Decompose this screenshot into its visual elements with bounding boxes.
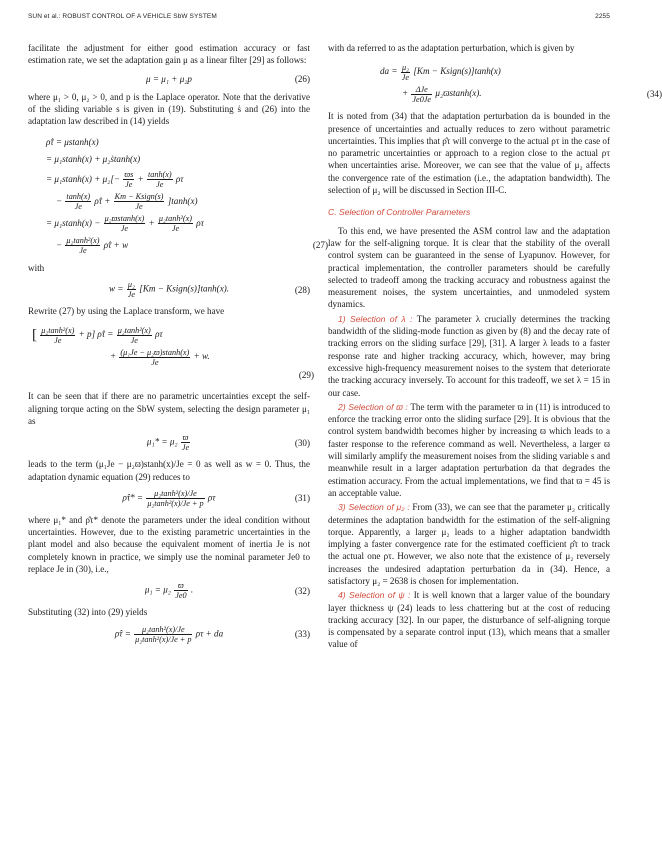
paragraph: facilitate the adjustment for either good estimation accuracy or fast estimation rate, we set the adaptation gain μ as a linear filter [29] as follows:: [28, 43, 310, 66]
equation-31: [28, 489, 310, 508]
paragraph: Rewrite (27) by using the Laplace transform, we have: [28, 306, 225, 317]
equation-line: [46, 168, 328, 190]
fraction: [114, 192, 165, 211]
denominator: Je: [125, 180, 133, 190]
term: [Km − Ksign(s)]tanh(x).: [139, 283, 230, 294]
term: ρ̂τ + w: [103, 239, 129, 250]
fraction: [65, 192, 91, 211]
denominator: μ₂tanh²(x)/Je + p: [135, 634, 192, 644]
equation-28: [28, 280, 310, 299]
term: ρτ + da: [195, 628, 224, 639]
numerator: μ₂tanh²(x): [158, 214, 192, 224]
fraction: [104, 214, 146, 233]
numerator: μ₂: [127, 280, 135, 290]
fraction: [147, 170, 173, 189]
numerator: μ₂tanh²(x): [41, 325, 75, 335]
subsection-heading: 3) Selection of μ₂ :: [338, 502, 410, 513]
denominator: Je: [401, 72, 410, 82]
paragraph: leads to the term (μ₁Je − μ₂ϖ)stanh(x)/Je = 0 as well as w = 0. Thus, the adaptation dynamic equation (29) reduces to: [28, 459, 310, 482]
denominator: Je: [130, 335, 138, 345]
equation-number: (32): [294, 585, 310, 596]
numerator: μ₂tanh²(x): [117, 325, 151, 335]
term: μ₁* = μ₂: [146, 436, 178, 447]
equation-number: (34): [646, 89, 662, 99]
fraction: [134, 625, 192, 644]
equation-number: (27): [312, 240, 328, 251]
equation-33: [28, 625, 310, 644]
numerator: (μ₁Je − μ₂ϖ)stanh(x): [120, 347, 190, 357]
equation-32: [28, 581, 310, 600]
denominator: Je: [156, 180, 164, 190]
fraction: [65, 236, 100, 255]
subsection-heading: 1) Selection of λ :: [338, 313, 413, 324]
term: = μ₁stanh(x) + μ₂[−: [46, 173, 121, 184]
equation-line: [46, 234, 328, 256]
term: +: [148, 217, 155, 228]
denominator: Je: [171, 224, 180, 234]
denominator: Je0: [175, 591, 187, 601]
fraction: [123, 170, 134, 189]
numerator: ΔJe: [411, 85, 432, 95]
term: ρ̂τ +: [94, 195, 111, 206]
numerator: Km − Ksign(s): [114, 192, 164, 202]
equation-34: [328, 60, 662, 104]
paragraph: [328, 401, 610, 499]
term: −: [56, 239, 63, 250]
paragraph-text: It is well known that a larger value of the boundary layer thickness ψ (24) leads to less chattering but at the cost of reducing tracking accuracy [32]. In our paper, the disturbance of self-aligning torque is compensated by a separate control input (13), which means that a smaller value of: [328, 590, 611, 650]
paragraph: where μ₁* and ρ̂τ* denote the parameters under the ideal condition without uncertainties. However, due to the existing parametric uncertainties in the plant model and also because the equivalent moment of inertia Je is not completely known in practice, we simply use the nominal parameter Je0 to replace Je in (30), i.e.,: [28, 514, 310, 575]
fraction: [40, 326, 75, 345]
paragraph-text: The parameter λ crucially determines the tracking bandwidth of the sliding-mode function as given by (8) and the decay rate of tracking errors on the sliding surface [29], [31]. A larger λ leads to a faster response rate and higher tracking accuracy, which, however, may bring excessive high-frequency measurement noises to the system that deteriorate the tracking accuracy inversely. To account for this tradeoff, we set λ = 15 in our case.: [328, 313, 610, 398]
equation-number: (29): [298, 370, 314, 381]
equation-number: (26): [294, 73, 310, 84]
equation-number: (31): [294, 493, 310, 504]
denominator: Je: [151, 357, 159, 367]
paragraph: Substituting (32) into (29) yields: [28, 607, 148, 618]
term: + w.: [193, 351, 210, 362]
term: [Km − Ksign(s)]tanh(x): [413, 66, 501, 77]
numerator: ϖ: [174, 581, 187, 591]
numerator: μ₂tanh²(x): [66, 236, 100, 246]
term: w =: [108, 283, 124, 294]
fraction: [146, 489, 204, 508]
equation-29: [28, 323, 314, 384]
paragraph: with: [28, 262, 45, 273]
term: = μ₁stanh(x) −: [46, 217, 101, 228]
denominator: Je: [127, 290, 135, 300]
equation-body: μ = μ₁ + μ₂p: [146, 73, 192, 84]
paragraph: where μ₁ > 0, μ₂ > 0, and p is the Laplace operator. Note that the derivative of the sliding variable s is given in (19). Substituting ṡ and (26) into the adaptation law described in (14) yields: [28, 91, 310, 127]
term: ρτ: [155, 329, 163, 340]
equation-27: [28, 134, 328, 256]
equation-number: (30): [294, 437, 310, 448]
denominator: Je: [181, 443, 190, 453]
term: ρτ: [175, 173, 184, 184]
term: ]tanh(x): [167, 195, 198, 206]
running-header: [28, 13, 610, 27]
term: +: [137, 173, 144, 184]
term: ρ̂τ =: [114, 628, 131, 639]
term: μ₁ = μ₂: [144, 584, 171, 595]
fraction: [158, 214, 193, 233]
fraction: [117, 326, 152, 345]
equation-line: [380, 82, 662, 104]
page-number: 2255: [595, 13, 610, 20]
equation-number: (28): [294, 284, 310, 295]
paragraph: It can be seen that if there are no parametric uncertainties except the self-aligning torque acting on the SbW system, selecting the design parameter μ₁ as: [28, 391, 310, 426]
denominator: Je: [135, 202, 143, 212]
denominator: Je: [120, 224, 129, 234]
term: +: [402, 88, 409, 99]
term: da =: [380, 66, 398, 77]
denominator: Je: [74, 202, 82, 212]
denominator: Je0Je: [412, 94, 432, 104]
fraction: [119, 348, 190, 367]
term: −: [56, 195, 63, 206]
equation-line: ρ̂̇τ = μstanh(x): [46, 136, 99, 147]
left-column: [28, 42, 328, 650]
right-column: [328, 42, 662, 653]
numerator: ϖs: [124, 170, 134, 180]
section-heading: C. Selection of Controller Parameters: [328, 207, 471, 218]
term: μ₂ϖstanh(x).: [435, 88, 482, 99]
equation-26: [28, 73, 310, 85]
paragraph: [328, 589, 610, 650]
equation-30: [28, 433, 310, 452]
fraction: [174, 581, 187, 600]
equation-number: (33): [294, 628, 310, 639]
numerator: μ₂: [401, 62, 409, 72]
paragraph: It is noted from (34) that the adaptation perturbation da is bounded in the presence of uncertainties and actually reduces to zero without parametric uncertainties. This implies that ρ̂τ will converge to the actual ρτ in the case of no parametric uncertainties or approach to a region close to the actual ρτ when uncertainties arise. Moreover, we can see that the value of μ₂ affects the convergence rate of the estimation (i.e., the adaptation bandwidth). The selection of μ₂ will be discussed in Section III-C.: [328, 111, 610, 196]
equation-line: [380, 60, 662, 82]
equation-line: [32, 345, 314, 367]
denominator: Je: [54, 335, 62, 345]
term: ρτ: [196, 217, 204, 228]
paragraph-text: From (33), we can see that the parameter μ₂ critically determines the adaptation bandwidth for the estimation of the self-aligning torque. Apparently, a larger μ₂ leads to a higher adaptation bandwidth implying a faster convergence rate for the estimated coefficient ρ̂τ to track the actual one ρτ. However, we also note that the existence of μ₂ reversely increases the undesired adaptation perturbation da in (34). Hence, a satisfactory μ₂ = 2638 is chosen for implementation.: [328, 502, 610, 586]
fraction: [127, 280, 136, 299]
numerator: tanh(x): [147, 170, 172, 180]
paragraph: To this end, we have presented the ASM control law and the adaptation law for the self-aligning torque. It is clear that the stability of the overall control system can be guaranteed in the sense of Lyapunov. However, for practical implementation, the controller parameters should be carefully selected to tradeoff among the tracking accuracy and robustness against the measurement noises, the system uncertainties, and unmodeled system dynamics.: [328, 225, 610, 310]
term: +: [110, 351, 117, 362]
term: ρτ: [207, 492, 216, 503]
term: ρ̂τ* =: [122, 492, 144, 503]
numerator: ϖ: [182, 433, 189, 443]
denominator: μ₂tanh²(x)/Je + p: [147, 498, 204, 508]
paragraph: with da referred to as the adaptation perturbation, which is given by: [328, 43, 575, 53]
numerator: μ₂tanh²(x)/Je: [146, 489, 204, 499]
term: + p] ρ̂τ =: [78, 329, 114, 340]
subsection-heading: 4) Selection of ψ :: [338, 590, 411, 601]
subsection-heading: 2) Selection of ϖ :: [338, 401, 408, 412]
header-title: SUN et al.: ROBUST CONTROL OF A VEHICLE SbW SYSTEM: [28, 13, 217, 20]
term: [: [32, 327, 37, 344]
equation-line: [46, 190, 328, 212]
fraction: [411, 85, 432, 104]
equation-line: [32, 323, 314, 345]
fraction: [401, 63, 410, 82]
term: .: [190, 584, 194, 595]
denominator: Je: [79, 246, 87, 256]
fraction: [181, 433, 190, 452]
numerator: μ₂ϖstanh(x): [104, 214, 145, 224]
equation-line: = μ₁stanh(x) + μ₂ṡtanh(x): [46, 153, 141, 164]
paragraph: [328, 313, 610, 399]
paragraph: [328, 501, 610, 587]
equation-line: [32, 367, 314, 384]
numerator: μ₂tanh²(x)/Je: [134, 625, 192, 635]
paragraph-text: The term with the parameter ϖ in (11) is introduced to enforce the tracking error onto the sliding surface [29]. It is obvious that the control system bandwidth becomes higher by increasing ϖ which leads to a faster response to the reference command as well. Nevertheless, a larger ϖ will similarly amplify the measurement noises from the sliding variable s and meanwhile result in a larger adaptation perturbation da that degrades the estimation accuracy. From the actual implementations, we find that ϖ = 45 is an acceptable value.: [328, 401, 610, 498]
numerator: tanh(x): [66, 192, 91, 202]
equation-line: [46, 212, 328, 234]
